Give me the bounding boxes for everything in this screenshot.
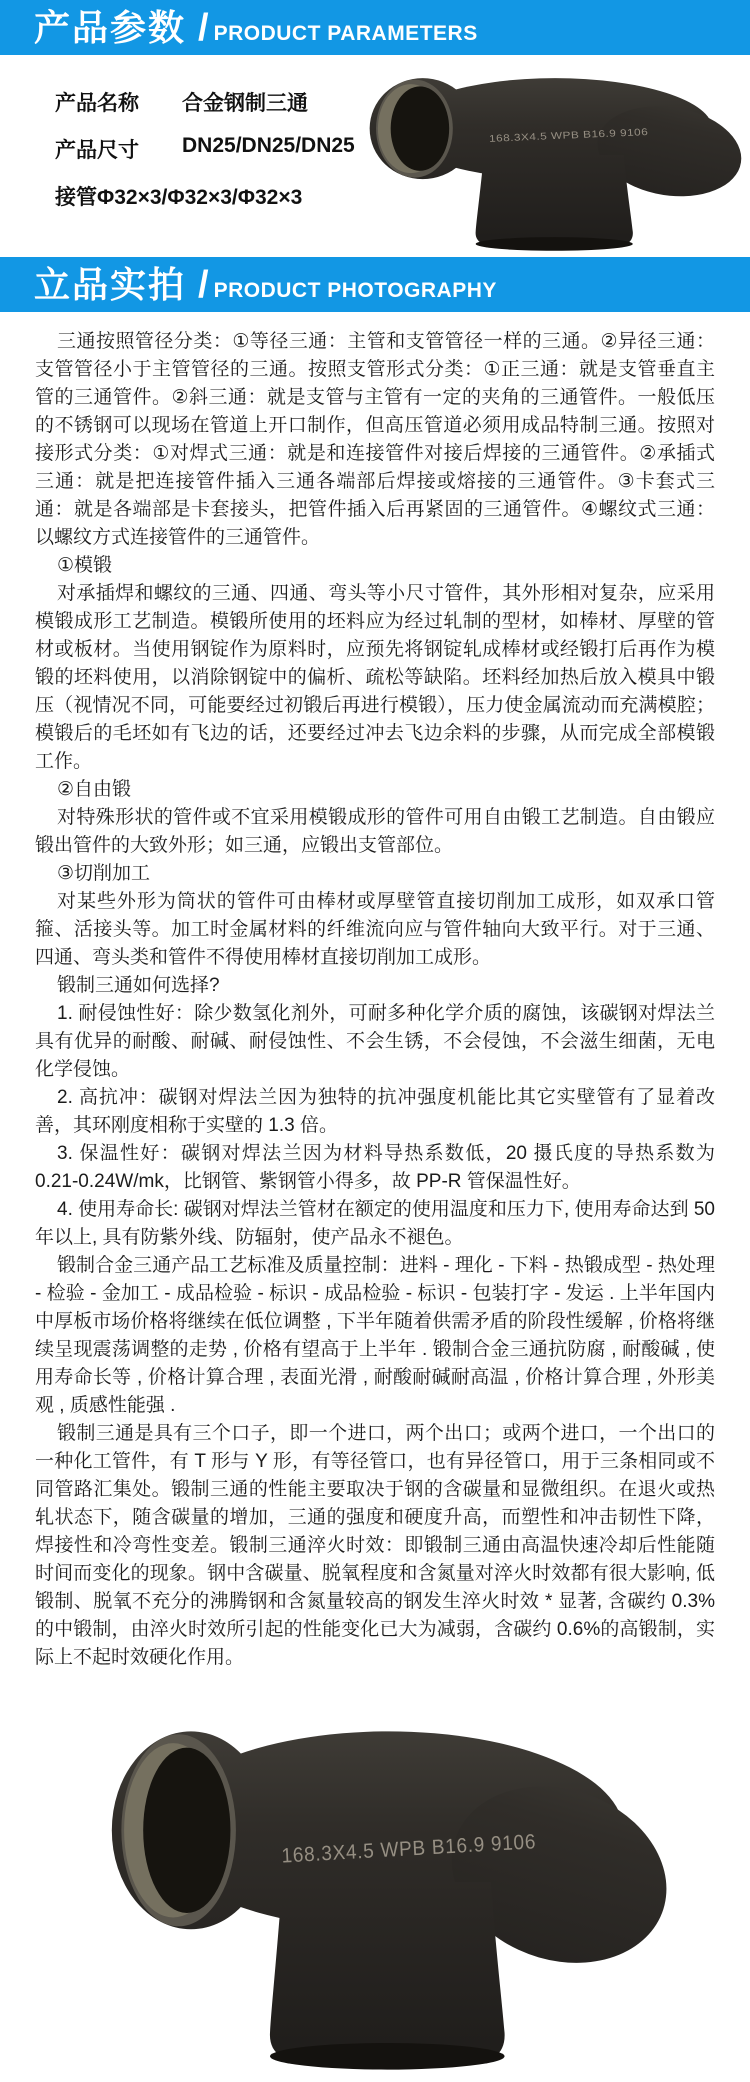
tee-fitting-image	[345, 57, 747, 253]
banner-title-cn: 产品参数	[34, 7, 187, 48]
slash-separator: /	[198, 7, 209, 49]
description-paragraph: ②自由锻	[57, 779, 132, 800]
param-row-name	[55, 87, 395, 117]
banner-title-en: PRODUCT PARAMETERS	[213, 22, 478, 45]
stamp-text: 168.3X4.5 WPB B16.9 9106	[488, 126, 649, 145]
description-paragraph: ①模锻	[57, 555, 113, 576]
param-value: DN25/DN25/DN25	[182, 134, 355, 157]
param-value: 合金钢制三通	[182, 92, 308, 115]
banner-product-photography	[0, 257, 750, 312]
banner-title-en: PRODUCT PHOTOGRAPHY	[213, 279, 497, 302]
param-row-size	[55, 134, 395, 164]
description-paragraph: 对承插焊和螺纹的三通、四通、弯头等小尺寸管件，其外形相对复杂，应采用模锻成形工艺制造。模锻所使用的坯料应为经过轧制的型材，如棒材、厚壁的管材或板材。当使用钢锭作为原料时，应预先将钢锭轧成棒材或经锻打后再作为模锻的坯料使用，以消除钢锭中的偏析、疏松等缺陷。坯料经加热后放入模具中锻压（视情况不同，可能要经过初锻后再进行模锻），压力使金属流动而充满模腔；模锻后的毛坯如有飞边的话，还要经过冲去飞边余料的步骤，从而完成全部模锻工作。	[35, 583, 715, 772]
product-parameters-section	[0, 55, 750, 257]
product-photo-small	[345, 57, 747, 253]
description-paragraph: 锻制合金三通产品工艺标准及质量控制：进料 - 理化 - 下料 - 热锻成型 - 热处理 - 检验 - 金加工 - 成品检验 - 标识 - 成品检验 - 标识 - 包装打字 - 发运 . 上半年国内中厚板市场价格将继续在低位调整 , 下半年随着供需矛盾的阶段性缓解 , 价格将继续呈现震荡调整的走势 , 价格有望高于上半年 . 锻制合金三通抗防腐 , 耐酸碱 , 使用寿命长等 , 价格计算合理 , 表面光滑 , 耐酸耐碱耐高温 , 价格计算合理 , 外形美观 , 质感性能强 .	[35, 1255, 715, 1416]
param-label: 产品名称	[55, 92, 139, 115]
banner-title-cn: 立品实拍	[34, 264, 187, 305]
param-label: 产品尺寸	[55, 139, 139, 162]
description-paragraph: 3. 保温性好：碳钢对焊法兰因为材料导热系数低，20 摄氏度的导热系数为 0.21-0.24W/mk，比钢管、紫钢管小得多，故 PP-R 管保温性好。	[35, 1143, 715, 1192]
parameter-table	[55, 87, 395, 228]
description-paragraph: 2. 高抗冲：碳钢对焊法兰因为独特的抗冲强度机能比其它实壁管有了显着改善，其环刚度相称于实壁的 1.3 倍。	[35, 1087, 715, 1136]
description-paragraph: 1. 耐侵蚀性好：除少数氢化剂外，可耐多种化学介质的腐蚀，该碳钢对焊法兰具有优异的耐酸、耐碱、耐侵蚀性、不会生锈，不会侵蚀，不会滋生细菌，无电化学侵蚀。	[35, 1003, 715, 1080]
description-paragraph: 锻制三通如何选择?	[57, 975, 220, 996]
product-description	[0, 312, 750, 1682]
param-label: 接管Φ32×3/Φ32×3/Φ32×3	[55, 186, 303, 209]
description-paragraph: 对特殊形状的管件或不宜采用模锻成形的管件可用自由锻工艺制造。自由锻应锻出管件的大致外形；如三通，应锻出支管部位。	[35, 807, 715, 856]
description-paragraph: ③切削加工	[57, 863, 151, 884]
tee-fitting-image	[75, 1690, 675, 2074]
stamp-text: 168.3X4.5 WPB B16.9 9106	[280, 1830, 537, 1868]
banner-product-parameters	[0, 0, 750, 55]
description-paragraph: 4. 使用寿命长: 碳钢对焊法兰管材在额定的使用温度和压力下, 使用寿命达到 50 年以上, 具有防紫外线、防辐射，使产品永不褪色。	[35, 1199, 715, 1248]
slash-separator: /	[198, 264, 209, 306]
description-paragraph: 三通按照管径分类：①等径三通：主管和支管管径一样的三通。②异径三通：支管管径小于主管管径的三通。按照支管形式分类：①正三通：就是支管垂直主管的三通管件。②斜三通：就是支管与主管有一定的夹角的三通管件。一般低压的不锈钢可以现场在管道上开口制作，但高压管道必须用成品特制三通。按照对接形式分类：①对焊式三通：就是和连接管件对接后焊接的三通管件。②承插式三通：就是把连接管件插入三通各端部后焊接或熔接的三通管件。③卡套式三通：就是各端部是卡套接头，把管件插入后再紧固的三通管件。④螺纹式三通：以螺纹方式连接管件的三通管件。	[35, 331, 715, 548]
description-paragraph: 锻制三通是具有三个口子，即一个进口，两个出口；或两个进口，一个出口的一种化工管件，有 T 形与 Y 形，有等径管口，也有异径管口，用于三条相同或不同管路汇集处。锻制三通的性能主要取决于钢的含碳量和显微组织。在退火或热轧状态下，随含碳量的增加，三通的强度和硬度升高，而塑性和冲击韧性下降，焊接性和冷弯性变差。锻制三通淬火时效：即锻制三通由高温快速冷却后性能随时间而变化的现象。钢中含碳量、脱氧程度和含氮量对淬火时效都有很大影响, 低锻制、脱氧不充分的沸腾钢和含氮量较高的钢发生淬火时效 * 显著, 含碳约 0.3%的中锻制，由淬火时效所引起的性能变化已大为减弱，含碳约 0.6%的高锻制，实际上不起时效硬化作用。	[35, 1423, 715, 1668]
param-row-pipe-spec	[55, 181, 395, 211]
product-photo-large	[0, 1682, 750, 2082]
description-paragraph: 对某些外形为筒状的管件可由棒材或厚壁管直接切削加工成形，如双承口管箍、活接头等。加工时金属材料的纤维流向应与管件轴向大致平行。对于三通、四通、弯头类和管件不得使用棒材直接切削加工成形。	[35, 891, 715, 968]
